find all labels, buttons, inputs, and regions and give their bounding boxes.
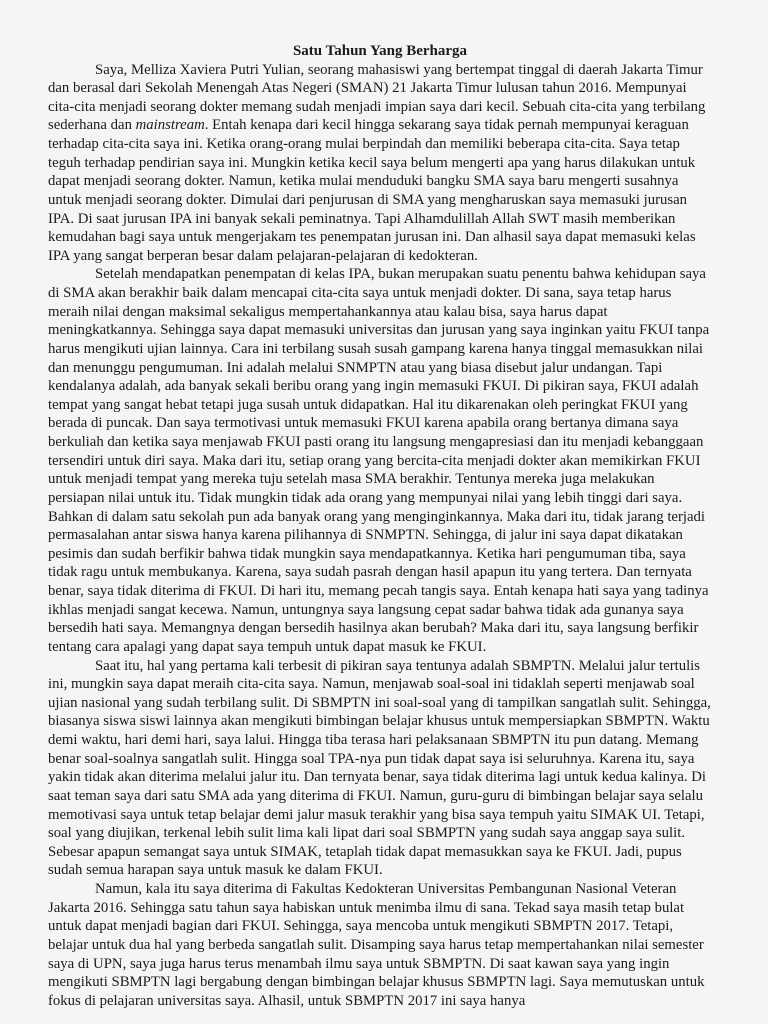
paragraph-1-text-start: Saya, Melliza Xaviera Putri Yulian, seorang mahasiswi yang bertempat tinggal di daerah Jakarta Timur dan berasal dari Sekolah Menengah Atas Negeri (SMAN) 21 Jakarta Timur lulusan tahun 2016. Mempunyai cita-cita menjadi seorang dokter memang sudah menjadi impian saya dari kecil. Sebuah cita-cita yang terbilang sederhana dan (48, 61, 706, 134)
paragraph-1-emphasis: mainstream (135, 117, 205, 134)
paragraph-1 (48, 61, 712, 266)
paragraph-1-text-end: . Entah kenapa dari kecil hingga sekarang saya tidak pernah mempunyai keraguan terhadap cita-cita saya ini. Ketika orang-orang mulai berpindah dan memiliki beberapa cita-cita. Saya tetap teguh terhadap pendirian saya ini. Mungkin ketika kecil saya belum mengerti apa yang harus dilakukan untuk dapat menjadi seorang dokter. Namun, ketika mulai menduduki bangku SMA saya baru mengerti susahnya untuk menjadi seorang dokter. Dimulai dari penjurusan di SMA yang mengharuskan saya memasuki jurusan IPA. Di saat jurusan IPA ini banyak sekali peminatnya. Tapi Alhamdulillah Allah SWT masih memberikan kemudahan bagi saya untuk mengerjakam tes penempatan jurusan ini. Dan alhasil saya dapat memasuki kelas IPA yang sangat berperan besar dalam pelajaran-pelajaran di kedokteran. (48, 117, 696, 264)
document-title: Satu Tahun Yang Berharga (292, 43, 468, 59)
paragraph-3: Saat itu, hal yang pertama kali terbesit di pikiran saya tentunya adalah SBMPTN. Melalui jalur tertulis ini, mungkin saya dapat meraih cita-cita saya. Namun, menjawab soal-soal ini tidaklah seperti menjawab soal ujian nasional yang sudah terbilang sulit. Di SBMPTN ini soal-soal yang di tampilkan sangatlah sulit. Sehingga, biasanya siswa siswi lainnya akan mengikuti bimbingan belajar khusus untuk mempersiapkan SBMPTN. Waktu demi waktu, hari demi hari, saya lalui. Hingga tiba terasa hari pelaksanaan SBMPTN itu pun datang. Memang benar soal-soalnya sangatlah sulit. Hingga soal TPA-nya pun tidak dapat saya isi seluruhnya. Karena itu, saya yakin tidak akan diterima melalui jalur itu. Dan ternyata benar, saya tidak diterima lagi untuk kedua kalinya. Di saat teman saya dari satu SMA ada yang diterima di FKUI. Namun, guru-guru di bimbingan belajar saya selalu memotivasi saya untuk tetap belajar demi jalur masuk terakhir yang bisa saya tempuh yaitu SIMAK UI. Tetapi, soal yang diujikan, terkenal lebih sulit lima kali lipat dari soal SBMPTN yang sudah saya anggap saya sulit. Sebesar apapun semangat saya untuk SIMAK, tetaplah tidak dapat memasukkan saya ke FKUI. Jadi, pupus sudah semua harapan saya untuk masuk ke dalam FKUI. (48, 657, 711, 879)
paragraph-2: Setelah mendapatkan penempatan di kelas IPA, bukan merupakan suatu penentu bahwa kehidupan saya di SMA akan berakhir baik dalam mencapai cita-cita saya untuk menjadi dokter. Di sana, saya tetap harus meraih nilai dengan maksimal sekaligus mempertahankannya atau kalau bisa, saya harus dapat meningkatkannya. Sehingga saya dapat memasuki universitas dan jurusan yang saya inginkan yaitu FKUI tanpa harus mengikuti ujian lainnya. Cara ini terbilang susah susah gampang karena hanya tinggal memasukkan nilai dan menunggu pengumuman. Ini adalah melalui SNMPTN atau yang biasa disebut jalur undangan. Tapi kendalanya adalah, ada banyak sekali beribu orang yang ingin memasuki FKUI. Di pikiran saya, FKUI adalah tempat yang sangat hebat tetapi juga susah untuk didapatkan. Hal itu dikarenakan oleh peringkat FKUI yang berada di puncak. Dan saya termotivasi untuk memasuki FKUI karena apabila orang bertanya dimana saya berkuliah dan ketika saya menjawab FKUI pasti orang itu langsung mengapresiasi dan itu menjadi kebanggaan tersendiri untuk diri saya. Maka dari itu, setiap orang yang bercita-cita menjadi dokter akan memikirkan FKUI untuk menjadi tempat yang mereka tuju setelah masa SMA berakhir. Tentunya mereka juga melakukan persiapan nilai untuk itu. Tidak mungkin tidak ada orang yang mempunyai nilai yang lebih tinggi dari saya. Bahkan di dalam satu sekolah pun ada banyak orang yang menginginkannya. Maka dari itu, tidak jarang terjadi permasalahan antar siswa hanya karena pilihannya di SNMPTN. Sehingga, di jalur ini saya dapat dikatakan pesimis dan sudah berfikir bahwa tidak mungkin saya mendapatkannya. Ketika hari pengumuman tiba, saya tidak ragu untuk membukanya. Karena, saya sudah pasrah dengan hasil apapun itu yang tertera. Dan ternyata benar, saya tidak diterima di FKUI. Di hari itu, memang pecah tangis saya. Entah kenapa hati saya yang tadinya ikhlas menjadi sangat kecewa. Namun, untungnya saya langsung cepat sadar bahwa tidak ada gunanya saya bersedih hati saya. Memangnya dengan bersedih hasilnya akan berubah? Maka dari itu, saya langsung berfikir tentang cara apalagi yang dapat saya tempuh untuk dapat masuk ke FKUI. (48, 266, 710, 655)
paragraph-4: Namun, kala itu saya diterima di Fakultas Kedokteran Universitas Pembangunan Nasional Veteran Jakarta 2016. Sehingga satu tahun saya habiskan untuk menimba ilmu di sana. Tekad saya masih tetap bulat untuk dapat menjadi bagian dari FKUI. Sehingga, saya mencoba untuk mengikuti SBMPTN 2017. Tetapi, belajar untuk dua hal yang berbeda sangatlah sulit. Disamping saya harus tetap mempertahankan nilai semester saya di UPN, saya juga harus terus menambah ilmu saya untuk SBMPTN. Di saat kawan saya yang ingin mengikuti SBMPTN lagi bergabung dengan bimbingan belajar khusus SBMPTN lagi. Saya memutuskan untuk fokus di pelajaran universitas saya. Alhasil, untuk SBMPTN 2017 ini saya hanya (48, 881, 705, 1009)
